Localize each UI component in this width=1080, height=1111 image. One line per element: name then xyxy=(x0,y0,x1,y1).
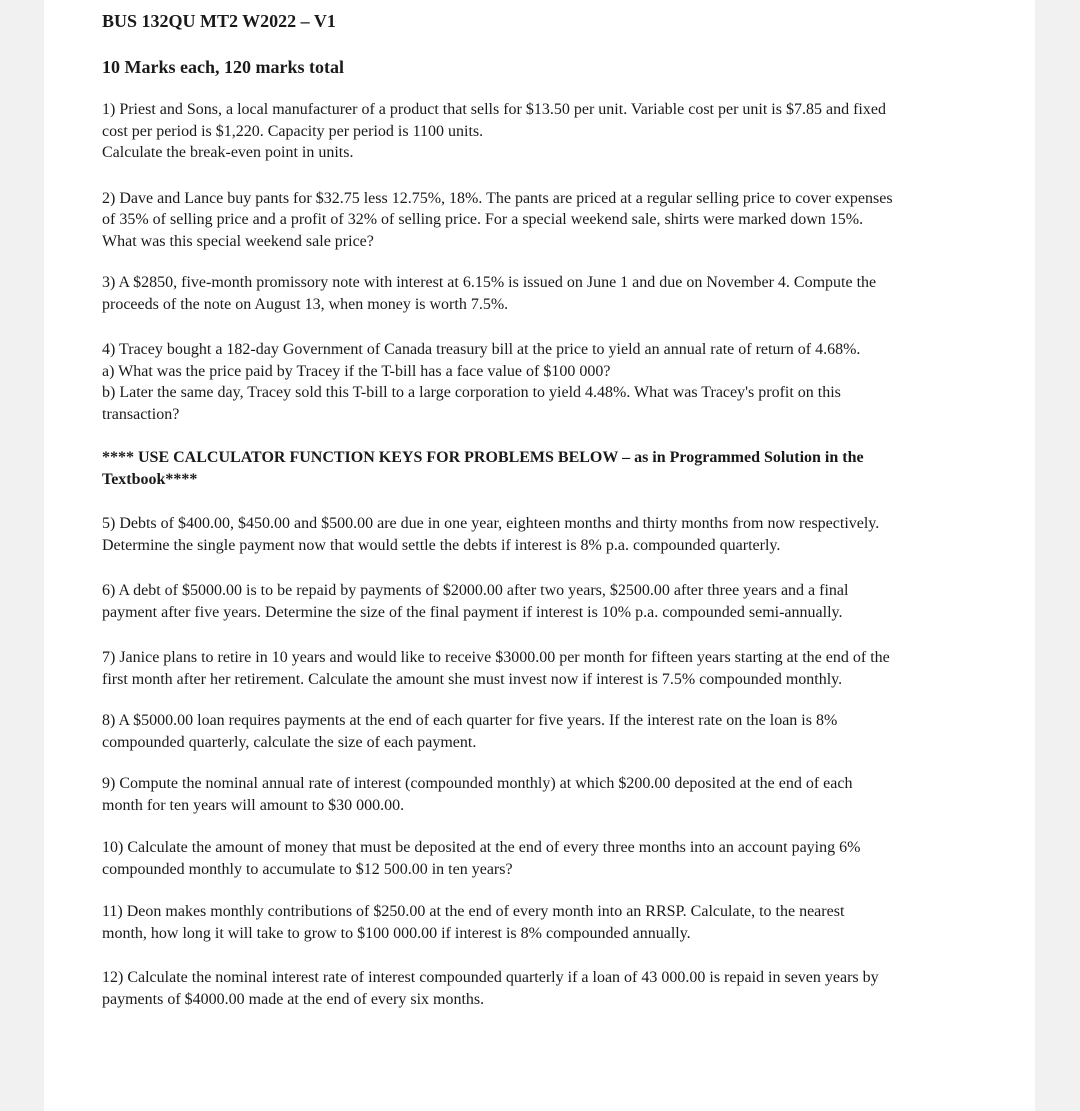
problem-line: 4) Tracey bought a 182-day Government of Canada treasury bill at the price to yield an annual rate of return of 4.68%. xyxy=(102,341,861,358)
notice-line: Textbook**** xyxy=(102,471,198,488)
problem-line: compounded monthly to accumulate to $12 500.00 in ten years? xyxy=(102,860,513,878)
problem-line: 7) Janice plans to retire in 10 years and would like to receive $3000.00 per month for fifteen years starting at the end of the xyxy=(102,649,890,666)
problem-line: month for ten years will amount to $30 000.00. xyxy=(102,796,405,814)
problem-4 xyxy=(102,339,982,425)
exam-subtitle: 10 Marks each, 120 marks total xyxy=(102,57,344,77)
problem-line: 6) A debt of $5000.00 is to be repaid by payments of $2000.00 after two years, $2500.00 after three years and a final xyxy=(102,582,849,599)
document-content xyxy=(102,8,982,1010)
problem-line: month, how long it will take to grow to $100 000.00 if interest is 8% compounded annually. xyxy=(102,924,691,942)
problem-line: 12) Calculate the nominal interest rate of interest compounded quarterly if a loan of 43 000.00 is repaid in seven years by xyxy=(102,969,879,986)
problem-line: 8) A $5000.00 loan requires payments at the end of each quarter for five years. If the interest rate on the loan is 8% xyxy=(102,712,838,729)
problem-line: b) Later the same day, Tracey sold this T-bill to a large corporation to yield 4.48%. What was Tracey's profit on this xyxy=(102,384,841,401)
problem-line: of 35% of selling price and a profit of 32% of selling price. For a special weekend sale, shirts were marked down 15%. xyxy=(102,211,864,228)
problem-line: transaction? xyxy=(102,405,180,423)
problem-5 xyxy=(102,513,982,556)
problem-line: 1) Priest and Sons, a local manufacturer of a product that sells for $13.50 per unit. Variable cost per unit is $7.85 and fixed xyxy=(102,101,886,118)
document-page xyxy=(44,0,1035,1111)
exam-title: BUS 132QU MT2 W2022 – V1 xyxy=(102,11,336,31)
problem-line: compounded quarterly, calculate the size of each payment. xyxy=(102,733,477,751)
problem-line: 11) Deon makes monthly contributions of $250.00 at the end of every month into an RRSP. Calculate, to the nearest xyxy=(102,903,845,920)
problem-line: 9) Compute the nominal annual rate of interest (compounded monthly) at which $200.00 deposited at the end of each xyxy=(102,775,853,792)
problem-line: proceeds of the note on August 13, when money is worth 7.5%. xyxy=(102,295,509,313)
notice-line: **** USE CALCULATOR FUNCTION KEYS FOR PROBLEMS BELOW – as in Programmed Solution in the xyxy=(102,449,864,466)
problem-11 xyxy=(102,901,982,944)
problem-12 xyxy=(102,967,982,1010)
problem-2 xyxy=(102,188,982,253)
problem-line: payment after five years. Determine the size of the final payment if interest is 10% p.a. compounded semi-annually. xyxy=(102,603,843,621)
problem-7 xyxy=(102,647,982,690)
problem-line: first month after her retirement. Calculate the amount she must invest now if interest is 7.5% compounded monthly. xyxy=(102,670,843,688)
problem-3 xyxy=(102,272,982,315)
problem-6 xyxy=(102,580,982,623)
problem-line: 3) A $2850, five-month promissory note with interest at 6.15% is issued on June 1 and due on November 4. Compute the xyxy=(102,274,877,291)
problem-line: payments of $4000.00 made at the end of every six months. xyxy=(102,990,485,1008)
calculator-notice xyxy=(102,447,982,491)
problem-line: Determine the single payment now that would settle the debts if interest is 8% p.a. compounded quarterly. xyxy=(102,536,781,554)
problem-8 xyxy=(102,710,982,753)
problem-line: a) What was the price paid by Tracey if the T-bill has a face value of $100 000? xyxy=(102,362,611,380)
problem-line: Calculate the break-even point in units. xyxy=(102,144,354,161)
problem-line: 5) Debts of $400.00, $450.00 and $500.00 are due in one year, eighteen months and thirty months from now respectively. xyxy=(102,515,880,532)
problem-10 xyxy=(102,837,982,880)
problem-line: 2) Dave and Lance buy pants for $32.75 less 12.75%, 18%. The pants are priced at a regular selling price to cover expenses xyxy=(102,189,893,207)
problem-line: What was this special weekend sale price? xyxy=(102,232,374,250)
problem-line: cost per period is $1,220. Capacity per period is 1100 units. xyxy=(102,122,484,140)
problem-9 xyxy=(102,773,982,816)
problem-1 xyxy=(102,99,982,164)
problem-line: 10) Calculate the amount of money that must be deposited at the end of every three months into an account paying 6% xyxy=(102,839,861,856)
